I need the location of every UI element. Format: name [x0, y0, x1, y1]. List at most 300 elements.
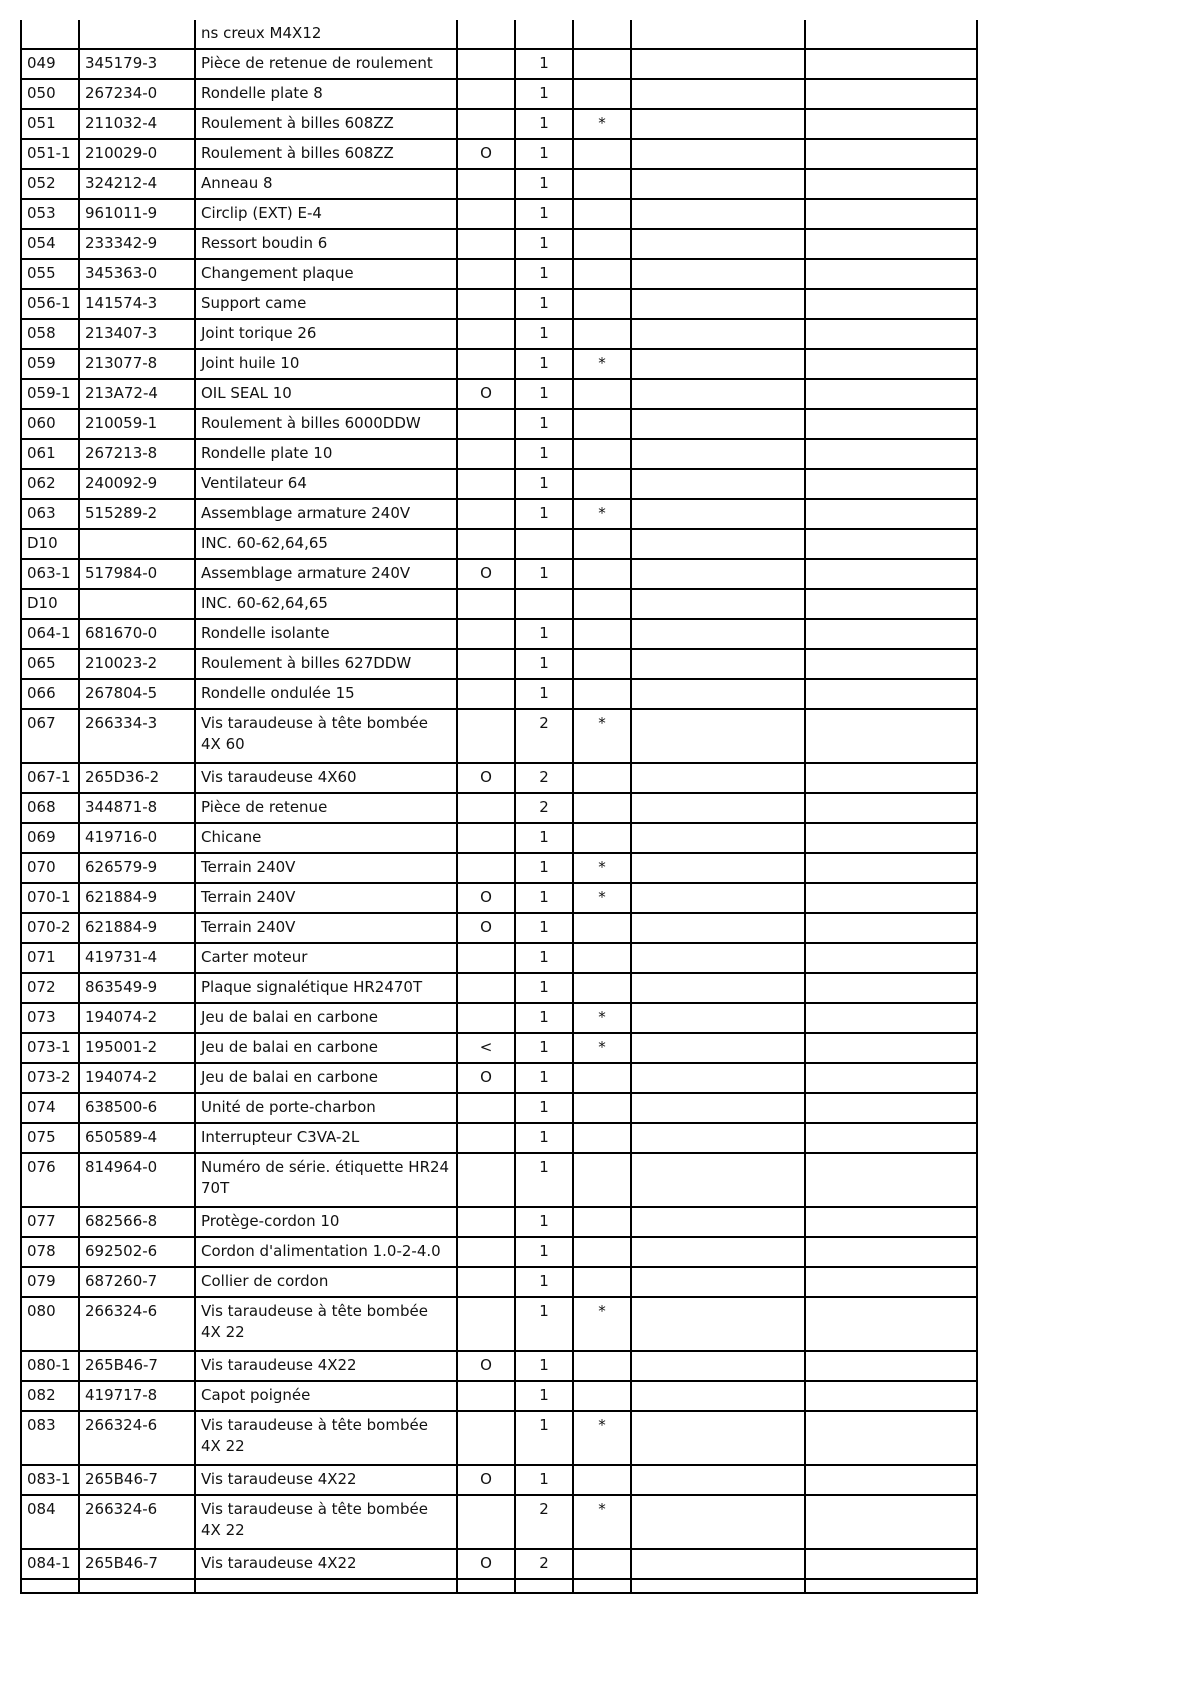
- note-cell: *: [573, 349, 631, 379]
- ref-number-cell: 065: [21, 649, 79, 679]
- description-cell: Vis taraudeuse à tête bombée 4X 22: [195, 1297, 457, 1351]
- quantity-cell: 1: [515, 379, 573, 409]
- extra-cell-1: [631, 169, 805, 199]
- extra-cell-2: [805, 559, 977, 589]
- note-cell: [573, 439, 631, 469]
- extra-cell-2: [805, 79, 977, 109]
- extra-cell-1: [631, 139, 805, 169]
- flag-cell: [457, 1123, 515, 1153]
- note-cell: [573, 409, 631, 439]
- table-row: [21, 883, 977, 913]
- ref-number-cell: 068: [21, 793, 79, 823]
- note-cell: *: [573, 1003, 631, 1033]
- note-cell: [573, 1237, 631, 1267]
- extra-cell-2: [805, 709, 977, 763]
- part-number-cell: 621884-9: [79, 913, 195, 943]
- table-row: [21, 409, 977, 439]
- table-row: [21, 349, 977, 379]
- part-number-cell: 324212-4: [79, 169, 195, 199]
- flag-cell: [457, 229, 515, 259]
- ref-number-cell: D10: [21, 529, 79, 559]
- ref-number-cell: 056-1: [21, 289, 79, 319]
- quantity-cell: 1: [515, 1003, 573, 1033]
- table-row: [21, 1267, 977, 1297]
- flag-cell: [457, 1003, 515, 1033]
- ref-number-cell: D10: [21, 589, 79, 619]
- extra-cell-2: [805, 409, 977, 439]
- flag-cell: O: [457, 1549, 515, 1579]
- description-cell: Terrain 240V: [195, 913, 457, 943]
- description-cell: Assemblage armature 240V: [195, 559, 457, 589]
- part-number-cell: 267213-8: [79, 439, 195, 469]
- flag-cell: [457, 199, 515, 229]
- table-row: [21, 853, 977, 883]
- part-number-cell: 682566-8: [79, 1207, 195, 1237]
- ref-number-cell: 051: [21, 109, 79, 139]
- table-row: [21, 289, 977, 319]
- part-number-cell: [79, 589, 195, 619]
- part-number-cell: 210023-2: [79, 649, 195, 679]
- quantity-cell: 1: [515, 973, 573, 1003]
- description-cell: Plaque signalétique HR2470T: [195, 973, 457, 1003]
- part-number-cell: 692502-6: [79, 1237, 195, 1267]
- quantity-cell: 1: [515, 1237, 573, 1267]
- quantity-cell: 1: [515, 259, 573, 289]
- flag-cell: [457, 109, 515, 139]
- extra-cell-2: [805, 1093, 977, 1123]
- extra-cell-2: [805, 229, 977, 259]
- extra-cell-1: [631, 589, 805, 619]
- ref-number-cell: 058: [21, 319, 79, 349]
- extra-cell-1: [631, 1351, 805, 1381]
- note-cell: [573, 1093, 631, 1123]
- quantity-cell: 1: [515, 1297, 573, 1351]
- table-row: [21, 793, 977, 823]
- note-cell: [573, 229, 631, 259]
- description-cell: Vis taraudeuse 4X60: [195, 763, 457, 793]
- extra-cell-1: [631, 559, 805, 589]
- extra-cell-2: [805, 973, 977, 1003]
- part-number-cell: 210029-0: [79, 139, 195, 169]
- extra-cell-1: [631, 1063, 805, 1093]
- quantity-cell: 1: [515, 499, 573, 529]
- description-cell: Roulement à billes 608ZZ: [195, 109, 457, 139]
- table-row: [21, 1123, 977, 1153]
- ref-number-cell: 060: [21, 409, 79, 439]
- quantity-cell: 1: [515, 1063, 573, 1093]
- extra-cell-2: [805, 529, 977, 559]
- quantity-cell: 1: [515, 49, 573, 79]
- note-cell: [573, 1153, 631, 1207]
- extra-cell-2: [805, 1351, 977, 1381]
- ref-number-cell: 083: [21, 1411, 79, 1465]
- ref-number-cell: 054: [21, 229, 79, 259]
- description-cell: [195, 1579, 457, 1593]
- flag-cell: [457, 973, 515, 1003]
- flag-cell: O: [457, 559, 515, 589]
- ref-number-cell: 052: [21, 169, 79, 199]
- note-cell: [573, 139, 631, 169]
- note-cell: [573, 319, 631, 349]
- quantity-cell: 1: [515, 199, 573, 229]
- ref-number-cell: 083-1: [21, 1465, 79, 1495]
- extra-cell-1: [631, 20, 805, 49]
- extra-cell-1: [631, 529, 805, 559]
- description-cell: Support came: [195, 289, 457, 319]
- description-cell: Vis taraudeuse à tête bombée 4X 60: [195, 709, 457, 763]
- flag-cell: O: [457, 1063, 515, 1093]
- flag-cell: [457, 20, 515, 49]
- extra-cell-2: [805, 20, 977, 49]
- extra-cell-1: [631, 469, 805, 499]
- part-number-cell: 211032-4: [79, 109, 195, 139]
- ref-number-cell: [21, 20, 79, 49]
- ref-number-cell: 074: [21, 1093, 79, 1123]
- flag-cell: [457, 49, 515, 79]
- description-cell: Vis taraudeuse 4X22: [195, 1549, 457, 1579]
- part-number-cell: 419731-4: [79, 943, 195, 973]
- flag-cell: O: [457, 379, 515, 409]
- quantity-cell: [515, 589, 573, 619]
- description-cell: Pièce de retenue de roulement: [195, 49, 457, 79]
- flag-cell: [457, 529, 515, 559]
- quantity-cell: 1: [515, 79, 573, 109]
- part-number-cell: 194074-2: [79, 1063, 195, 1093]
- description-cell: Joint huile 10: [195, 349, 457, 379]
- part-number-cell: 265B46-7: [79, 1549, 195, 1579]
- part-number-cell: 345363-0: [79, 259, 195, 289]
- table-row: [21, 259, 977, 289]
- table-row: [21, 199, 977, 229]
- flag-cell: [457, 79, 515, 109]
- extra-cell-2: [805, 49, 977, 79]
- quantity-cell: 1: [515, 109, 573, 139]
- quantity-cell: 1: [515, 289, 573, 319]
- part-number-cell: 195001-2: [79, 1033, 195, 1063]
- description-cell: Ventilateur 64: [195, 469, 457, 499]
- quantity-cell: 2: [515, 709, 573, 763]
- description-cell: Changement plaque: [195, 259, 457, 289]
- table-row: [21, 20, 977, 49]
- extra-cell-2: [805, 1207, 977, 1237]
- note-cell: [573, 973, 631, 1003]
- table-row-cutoff: [21, 1579, 977, 1593]
- description-cell: Collier de cordon: [195, 1267, 457, 1297]
- quantity-cell: 1: [515, 1033, 573, 1063]
- quantity-cell: 1: [515, 169, 573, 199]
- table-row: [21, 973, 977, 1003]
- note-cell: [573, 1351, 631, 1381]
- extra-cell-1: [631, 679, 805, 709]
- extra-cell-1: [631, 1093, 805, 1123]
- description-cell: Terrain 240V: [195, 883, 457, 913]
- table-row: [21, 169, 977, 199]
- note-cell: [573, 169, 631, 199]
- part-number-cell: 266324-6: [79, 1297, 195, 1351]
- ref-number-cell: 055: [21, 259, 79, 289]
- parts-table-body: [21, 20, 977, 1593]
- table-row: [21, 649, 977, 679]
- description-cell: Vis taraudeuse 4X22: [195, 1465, 457, 1495]
- part-number-cell: 265B46-7: [79, 1351, 195, 1381]
- ref-number-cell: 059: [21, 349, 79, 379]
- extra-cell-2: [805, 619, 977, 649]
- table-row: [21, 469, 977, 499]
- note-cell: [573, 1267, 631, 1297]
- description-cell: Roulement à billes 627DDW: [195, 649, 457, 679]
- extra-cell-1: [631, 379, 805, 409]
- description-cell: Anneau 8: [195, 169, 457, 199]
- extra-cell-1: [631, 109, 805, 139]
- extra-cell-2: [805, 1495, 977, 1549]
- ref-number-cell: 067-1: [21, 763, 79, 793]
- note-cell: [573, 619, 631, 649]
- note-cell: [573, 20, 631, 49]
- ref-number-cell: 071: [21, 943, 79, 973]
- description-cell: INC. 60-62,64,65: [195, 589, 457, 619]
- flag-cell: <: [457, 1033, 515, 1063]
- description-cell: Pièce de retenue: [195, 793, 457, 823]
- ref-number-cell: 073-1: [21, 1033, 79, 1063]
- note-cell: [573, 529, 631, 559]
- table-row: [21, 763, 977, 793]
- description-cell: OIL SEAL 10: [195, 379, 457, 409]
- flag-cell: [457, 409, 515, 439]
- part-number-cell: 210059-1: [79, 409, 195, 439]
- extra-cell-2: [805, 913, 977, 943]
- quantity-cell: 1: [515, 349, 573, 379]
- quantity-cell: [515, 1579, 573, 1593]
- note-cell: [573, 649, 631, 679]
- extra-cell-1: [631, 1297, 805, 1351]
- note-cell: [573, 1207, 631, 1237]
- note-cell: *: [573, 109, 631, 139]
- extra-cell-2: [805, 109, 977, 139]
- part-number-cell: 141574-3: [79, 289, 195, 319]
- description-cell: Jeu de balai en carbone: [195, 1063, 457, 1093]
- description-cell: Jeu de balai en carbone: [195, 1003, 457, 1033]
- flag-cell: [457, 439, 515, 469]
- note-cell: [573, 259, 631, 289]
- ref-number-cell: 070-2: [21, 913, 79, 943]
- ref-number-cell: 059-1: [21, 379, 79, 409]
- flag-cell: [457, 1411, 515, 1465]
- note-cell: [573, 943, 631, 973]
- extra-cell-2: [805, 793, 977, 823]
- table-row: [21, 109, 977, 139]
- extra-cell-2: [805, 1063, 977, 1093]
- extra-cell-1: [631, 823, 805, 853]
- flag-cell: [457, 1267, 515, 1297]
- ref-number-cell: 066: [21, 679, 79, 709]
- extra-cell-2: [805, 1549, 977, 1579]
- description-cell: Ressort boudin 6: [195, 229, 457, 259]
- description-cell: Rondelle plate 10: [195, 439, 457, 469]
- note-cell: [573, 913, 631, 943]
- note-cell: [573, 289, 631, 319]
- quantity-cell: 1: [515, 1093, 573, 1123]
- note-cell: [573, 379, 631, 409]
- part-number-cell: 681670-0: [79, 619, 195, 649]
- table-row: [21, 1549, 977, 1579]
- extra-cell-2: [805, 1123, 977, 1153]
- extra-cell-2: [805, 1267, 977, 1297]
- part-number-cell: 213077-8: [79, 349, 195, 379]
- note-cell: [573, 49, 631, 79]
- flag-cell: O: [457, 1465, 515, 1495]
- part-number-cell: 266324-6: [79, 1411, 195, 1465]
- flag-cell: [457, 589, 515, 619]
- note-cell: [573, 679, 631, 709]
- quantity-cell: 1: [515, 1381, 573, 1411]
- table-row: [21, 1381, 977, 1411]
- table-row: [21, 1003, 977, 1033]
- note-cell: [573, 1063, 631, 1093]
- flag-cell: [457, 619, 515, 649]
- part-number-cell: 863549-9: [79, 973, 195, 1003]
- extra-cell-2: [805, 763, 977, 793]
- ref-number-cell: 067: [21, 709, 79, 763]
- note-cell: *: [573, 1495, 631, 1549]
- table-row: [21, 1093, 977, 1123]
- quantity-cell: [515, 20, 573, 49]
- flag-cell: [457, 823, 515, 853]
- extra-cell-2: [805, 319, 977, 349]
- extra-cell-1: [631, 1411, 805, 1465]
- part-number-cell: 213407-3: [79, 319, 195, 349]
- extra-cell-1: [631, 973, 805, 1003]
- part-number-cell: 638500-6: [79, 1093, 195, 1123]
- note-cell: [573, 793, 631, 823]
- description-cell: Rondelle isolante: [195, 619, 457, 649]
- extra-cell-1: [631, 229, 805, 259]
- ref-number-cell: 069: [21, 823, 79, 853]
- part-number-cell: 419717-8: [79, 1381, 195, 1411]
- quantity-cell: 1: [515, 1351, 573, 1381]
- description-cell: Circlip (EXT) E-4: [195, 199, 457, 229]
- ref-number-cell: 084: [21, 1495, 79, 1549]
- description-cell: Cordon d'alimentation 1.0-2-4.0: [195, 1237, 457, 1267]
- extra-cell-2: [805, 469, 977, 499]
- part-number-cell: 687260-7: [79, 1267, 195, 1297]
- part-number-cell: 650589-4: [79, 1123, 195, 1153]
- description-cell: ns creux M4X12: [195, 20, 457, 49]
- table-row: [21, 1465, 977, 1495]
- ref-number-cell: 061: [21, 439, 79, 469]
- note-cell: *: [573, 1033, 631, 1063]
- ref-number-cell: 084-1: [21, 1549, 79, 1579]
- part-number-cell: 961011-9: [79, 199, 195, 229]
- extra-cell-1: [631, 913, 805, 943]
- extra-cell-1: [631, 649, 805, 679]
- flag-cell: [457, 793, 515, 823]
- quantity-cell: 1: [515, 913, 573, 943]
- quantity-cell: 1: [515, 823, 573, 853]
- flag-cell: [457, 349, 515, 379]
- extra-cell-1: [631, 49, 805, 79]
- ref-number-cell: 078: [21, 1237, 79, 1267]
- description-cell: Interrupteur C3VA-2L: [195, 1123, 457, 1153]
- flag-cell: [457, 1207, 515, 1237]
- table-row: [21, 1495, 977, 1549]
- extra-cell-2: [805, 289, 977, 319]
- quantity-cell: 1: [515, 1411, 573, 1465]
- extra-cell-2: [805, 589, 977, 619]
- extra-cell-2: [805, 139, 977, 169]
- note-cell: [573, 469, 631, 499]
- description-cell: Jeu de balai en carbone: [195, 1033, 457, 1063]
- note-cell: *: [573, 499, 631, 529]
- flag-cell: [457, 469, 515, 499]
- description-cell: Rondelle plate 8: [195, 79, 457, 109]
- part-number-cell: 240092-9: [79, 469, 195, 499]
- extra-cell-2: [805, 1411, 977, 1465]
- note-cell: [573, 1549, 631, 1579]
- extra-cell-1: [631, 439, 805, 469]
- description-cell: Unité de porte-charbon: [195, 1093, 457, 1123]
- description-cell: Terrain 240V: [195, 853, 457, 883]
- extra-cell-2: [805, 199, 977, 229]
- flag-cell: [457, 1237, 515, 1267]
- note-cell: [573, 1465, 631, 1495]
- quantity-cell: 1: [515, 139, 573, 169]
- parts-list-sheet: [20, 20, 976, 1594]
- quantity-cell: 1: [515, 883, 573, 913]
- ref-number-cell: 051-1: [21, 139, 79, 169]
- note-cell: [573, 1579, 631, 1593]
- extra-cell-1: [631, 79, 805, 109]
- part-number-cell: [79, 1579, 195, 1593]
- flag-cell: O: [457, 139, 515, 169]
- part-number-cell: 517984-0: [79, 559, 195, 589]
- extra-cell-1: [631, 1465, 805, 1495]
- flag-cell: [457, 1093, 515, 1123]
- flag-cell: [457, 1153, 515, 1207]
- part-number-cell: 344871-8: [79, 793, 195, 823]
- quantity-cell: 1: [515, 679, 573, 709]
- flag-cell: [457, 289, 515, 319]
- extra-cell-1: [631, 289, 805, 319]
- ref-number-cell: 077: [21, 1207, 79, 1237]
- quantity-cell: 1: [515, 1267, 573, 1297]
- flag-cell: [457, 1297, 515, 1351]
- note-cell: [573, 763, 631, 793]
- description-cell: INC. 60-62,64,65: [195, 529, 457, 559]
- table-row: [21, 529, 977, 559]
- extra-cell-2: [805, 823, 977, 853]
- ref-number-cell: 082: [21, 1381, 79, 1411]
- note-cell: [573, 589, 631, 619]
- note-cell: [573, 1123, 631, 1153]
- note-cell: [573, 199, 631, 229]
- table-row: [21, 559, 977, 589]
- table-row: [21, 1351, 977, 1381]
- description-cell: Vis taraudeuse 4X22: [195, 1351, 457, 1381]
- ref-number-cell: 053: [21, 199, 79, 229]
- ref-number-cell: 062: [21, 469, 79, 499]
- extra-cell-2: [805, 649, 977, 679]
- part-number-cell: 265D36-2: [79, 763, 195, 793]
- table-row: [21, 1297, 977, 1351]
- extra-cell-1: [631, 793, 805, 823]
- flag-cell: [457, 1579, 515, 1593]
- flag-cell: O: [457, 1351, 515, 1381]
- part-number-cell: 266324-6: [79, 1495, 195, 1549]
- extra-cell-1: [631, 1123, 805, 1153]
- table-row: [21, 943, 977, 973]
- ref-number-cell: 080-1: [21, 1351, 79, 1381]
- flag-cell: O: [457, 883, 515, 913]
